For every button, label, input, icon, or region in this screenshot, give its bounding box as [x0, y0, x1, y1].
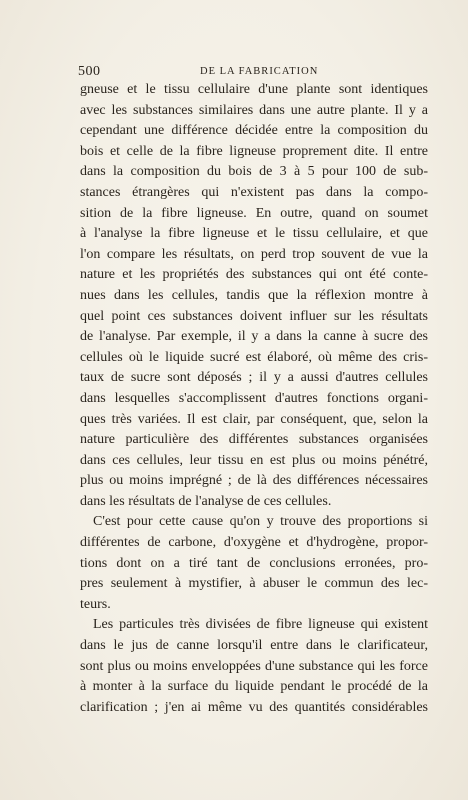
text-line: de l'analyse. Par exemple, il y a dans la canne à sucre des	[80, 329, 428, 345]
text-line: nues dans les cellules, tandis que la réflexion montre à	[80, 287, 428, 303]
text-line: avec les substances similaires dans une autre plante. Il y a	[80, 102, 428, 118]
text-line: ques très variées. Il est clair, par conséquent, que, selon la	[80, 411, 428, 427]
paragraph	[80, 512, 428, 615]
text-line: tions dont on a tiré tant de conclusions erronées, pro-	[80, 555, 428, 571]
text-line: dans les résultats de l'analyse de ces cellules.	[80, 493, 332, 509]
text-line: à monter à la surface du liquide pendant le procédé de la	[80, 679, 428, 695]
text-line: cellules où le liquide sucré est élaboré, où même des cris-	[80, 349, 428, 365]
text-line: sont plus ou moins enveloppées d'une substance qui les force	[80, 658, 428, 674]
running-head	[78, 64, 430, 80]
text-line: teurs.	[80, 596, 111, 612]
text-line: quel point ces substances doivent influer sur les résultats	[80, 308, 428, 324]
body-text	[80, 80, 428, 718]
text-line: pres seulement à mystifier, à abuser le commun des lec-	[80, 576, 428, 592]
running-title: DE LA FABRICATION	[200, 66, 319, 77]
text-line: sition de la fibre ligneuse. En outre, quand on soumet	[80, 205, 428, 221]
text-line: dans la composition du bois de 3 à 5 pour 100 de sub-	[80, 164, 428, 180]
text-line: différentes de carbone, d'oxygène et d'hydrogène, propor-	[80, 535, 428, 551]
page-number: 500	[78, 64, 101, 79]
text-line: clarification ; j'en ai même vu des quantités considérables	[80, 699, 428, 715]
text-line: l'on compare les résultats, on perd trop souvent de vue la	[80, 246, 428, 262]
text-line: dans ces cellules, leur tissu en est plus ou moins pénétré,	[80, 452, 428, 468]
text-line: plus ou moins imprégné ; de là des différences nécessaires	[80, 473, 428, 489]
text-line: dans lesquelles s'accomplissent d'autres fonctions organi-	[80, 390, 428, 406]
paragraph	[80, 80, 428, 512]
text-line: dans le jus de canne lorsqu'il entre dans le clarificateur,	[80, 638, 428, 654]
text-line: cependant une différence décidée entre la composition du	[80, 123, 428, 139]
text-line: à l'analyse la fibre ligneuse et le tissu cellulaire, et que	[80, 226, 428, 242]
text-line: bois et celle de la fibre ligneuse proprement dite. Il entre	[80, 143, 428, 159]
text-line: Les particules très divisées de fibre ligneuse qui existent	[93, 617, 428, 633]
text-line: C'est pour cette cause qu'on y trouve des proportions si	[93, 514, 428, 530]
text-line: nature particulière des différentes substances organisées	[80, 432, 428, 448]
text-line: stances étrangères qui n'existent pas dans la compo-	[80, 184, 428, 200]
text-line: nature et les propriétés des substances qui ont été conte-	[80, 267, 428, 283]
text-line: gneuse et le tissu cellulaire d'une plante sont identiques	[80, 82, 428, 97]
paragraph	[80, 615, 428, 718]
text-line: taux de sucre sont déposés ; il y a aussi d'autres cellules	[80, 370, 428, 386]
